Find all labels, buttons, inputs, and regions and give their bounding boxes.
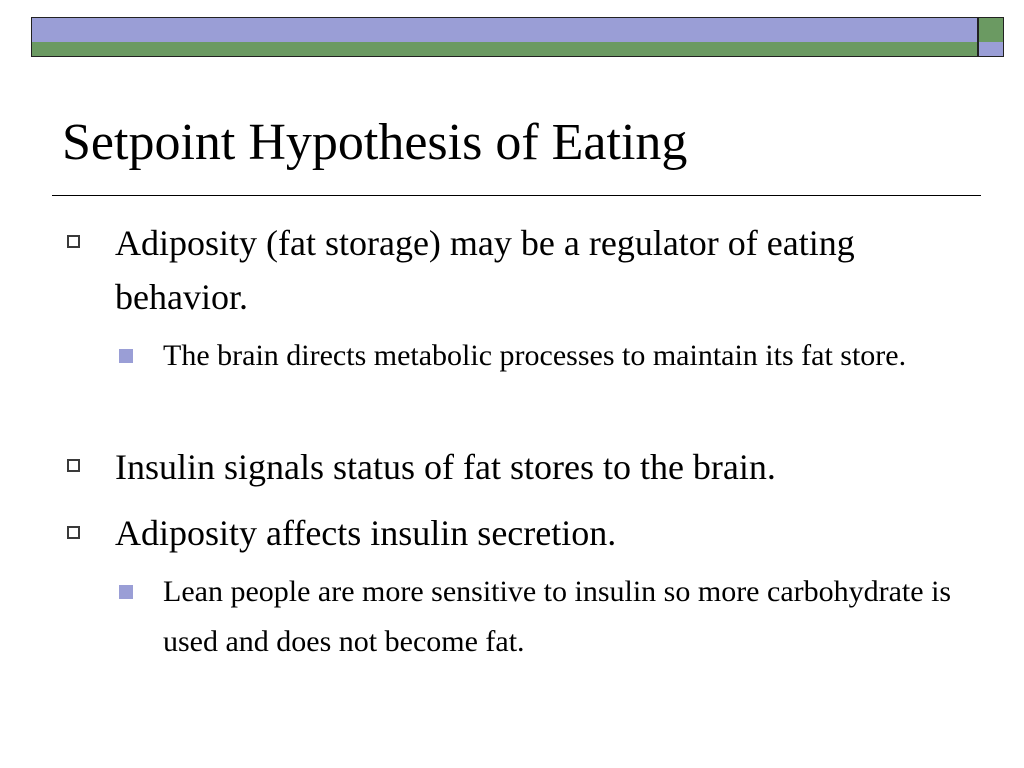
title-divider [52, 195, 981, 196]
sub-bullet-item-brain-directs: The brain directs metabolic processes to maintain its fat store. [163, 339, 907, 372]
bullet-item-adiposity-regulator: Adiposity (fat storage) may be a regulator of eating behavior. [115, 223, 855, 317]
hollow-square-bullet-icon [67, 526, 80, 539]
header-band-blue [32, 18, 977, 43]
bullet-item-adiposity-affects-insulin: Adiposity affects insulin secretion. [115, 513, 617, 553]
bullet-item-insulin-signals: Insulin signals status of fat stores to the brain. [115, 447, 776, 487]
header-corner-box [978, 17, 1004, 57]
filled-square-bullet-icon [119, 349, 133, 363]
corner-band-blue [979, 42, 1003, 56]
sub-bullet-item-lean-people: Lean people are more sensitive to insulin so more carbohydrate is used and does not become fat. [163, 575, 952, 658]
corner-band-green [979, 18, 1003, 43]
header-decoration-bar [31, 17, 978, 57]
hollow-square-bullet-icon [67, 235, 80, 248]
slide-title: Setpoint Hypothesis of Eating [62, 114, 688, 171]
filled-square-bullet-icon [119, 585, 133, 599]
hollow-square-bullet-icon [67, 459, 80, 472]
header-band-green [32, 42, 977, 56]
